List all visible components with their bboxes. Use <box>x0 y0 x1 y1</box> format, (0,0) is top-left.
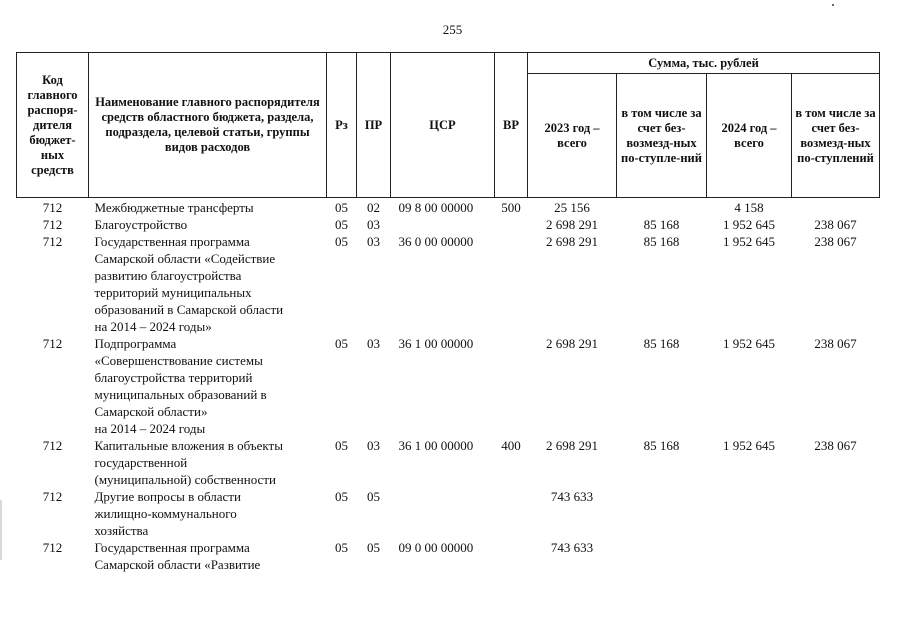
name-line: (муниципальной) собственности <box>94 472 276 487</box>
name-line: жилищно-коммунального <box>94 506 237 521</box>
cell-rz: 05 <box>335 217 348 232</box>
cell-2024-total <box>707 488 792 539</box>
cell-name <box>89 216 327 233</box>
header-rz: Рз <box>327 53 357 198</box>
cell-2023-total: 25 156 <box>554 200 590 215</box>
name-line: муниципальных образований в <box>94 387 267 402</box>
cell-csr: 09 0 00 00000 <box>398 540 474 555</box>
header-sum-group: Сумма, тыс. рублей <box>528 53 880 74</box>
scan-mark <box>832 4 834 6</box>
name-line: Государственная программа <box>94 540 250 555</box>
name-line: Государственная программа <box>94 234 250 249</box>
cell-csr: 09 8 00 00000 <box>398 200 474 215</box>
header-2023-gratuitous: в том числе за счет без-возмезд-ных по-ступле-ний <box>617 74 707 198</box>
name-line: благоустройства территорий <box>94 370 253 385</box>
cell-name <box>89 488 327 539</box>
cell-2024-total: 1 952 645 <box>723 234 775 249</box>
cell-2024-total: 1 952 645 <box>723 336 775 351</box>
table-row <box>17 539 880 573</box>
cell-vr <box>495 216 528 233</box>
cell-pr: 02 <box>367 200 380 215</box>
cell-pr: 05 <box>367 489 380 504</box>
table-body <box>17 198 880 574</box>
name-line: образований в Самарской области <box>94 302 284 317</box>
header-vr: ВР <box>495 53 528 198</box>
cell-2024-gratuitous: 238 067 <box>814 336 857 351</box>
cell-csr: 36 1 00 00000 <box>398 438 474 453</box>
cell-code: 712 <box>42 234 63 249</box>
cell-pr: 03 <box>367 438 380 453</box>
name-line: «Совершенствование системы <box>94 353 263 368</box>
cell-rz: 05 <box>335 336 348 351</box>
cell-2023-gratuitous: 85 168 <box>643 438 680 453</box>
name-line: развитию благоустройства <box>94 268 242 283</box>
cell-name <box>89 233 327 335</box>
cell-2023-total: 743 633 <box>550 489 594 504</box>
cell-pr: 05 <box>367 540 380 555</box>
cell-pr: 03 <box>367 336 380 351</box>
cell-2023-total: 2 698 291 <box>546 234 598 249</box>
cell-vr <box>495 488 528 539</box>
header-csr: ЦСР <box>391 53 495 198</box>
cell-code: 712 <box>42 336 63 351</box>
cell-pr: 03 <box>367 234 380 249</box>
cell-2024-total <box>707 539 792 573</box>
cell-vr: 500 <box>501 200 521 215</box>
cell-name <box>89 437 327 488</box>
cell-code: 712 <box>42 200 63 215</box>
cell-2023-gratuitous: 85 168 <box>643 234 680 249</box>
cell-vr: 400 <box>501 438 521 453</box>
name-line: Самарской области» <box>94 404 208 419</box>
cell-2024-total: 1 952 645 <box>723 438 775 453</box>
name-line: Подпрограмма <box>94 336 177 351</box>
cell-2024-total: 1 952 645 <box>723 217 775 232</box>
name-line: Благоустройство <box>94 217 188 232</box>
cell-name <box>89 335 327 437</box>
cell-2024-gratuitous: 238 067 <box>814 438 857 453</box>
cell-vr <box>495 539 528 573</box>
header-2024-gratuitous: в том числе за счет без-возмезд-ных по-ступлений <box>792 74 880 198</box>
cell-2024-gratuitous: 238 067 <box>814 217 857 232</box>
cell-2023-gratuitous: 85 168 <box>643 217 680 232</box>
cell-pr: 03 <box>367 217 380 232</box>
name-line: государственной <box>94 455 188 470</box>
budget-table <box>16 52 880 573</box>
cell-rz: 05 <box>335 200 348 215</box>
table-row <box>17 198 880 217</box>
cell-code: 712 <box>42 438 63 453</box>
cell-2023-total: 2 698 291 <box>546 336 598 351</box>
cell-code: 712 <box>42 217 63 232</box>
cell-2024-gratuitous <box>792 539 880 573</box>
cell-2023-gratuitous <box>617 539 707 573</box>
cell-2023-total: 2 698 291 <box>546 438 598 453</box>
header-name: Наименование главного распорядителя средств областного бюджета, раздела, подраздела, целевой статьи, группы видов расходов <box>89 53 327 198</box>
name-line: на 2014 – 2024 годы <box>94 421 206 436</box>
page-number: 255 <box>442 22 463 37</box>
cell-csr <box>391 488 495 539</box>
name-line: Капитальные вложения в объекты <box>94 438 283 453</box>
cell-vr <box>495 233 528 335</box>
cell-csr <box>391 216 495 233</box>
name-line: Межбюджетные трансферты <box>94 200 254 215</box>
cell-code: 712 <box>42 489 63 504</box>
name-line: территорий муниципальных <box>94 285 252 300</box>
name-line: Самарской области «Содействие <box>94 251 276 266</box>
header-2024-total: 2024 год – всего <box>707 74 792 198</box>
header-pr: ПР <box>357 53 391 198</box>
cell-name <box>89 198 327 217</box>
table-row <box>17 437 880 488</box>
cell-code: 712 <box>42 540 63 555</box>
header-code: Код главного распоря-дителя бюджет-ных средств <box>17 53 89 198</box>
cell-2023-gratuitous <box>617 198 707 217</box>
cell-rz: 05 <box>335 489 348 504</box>
header-2023-total: 2023 год – всего <box>528 74 617 198</box>
cell-name <box>89 539 327 573</box>
table-row <box>17 335 880 437</box>
cell-2024-gratuitous <box>792 488 880 539</box>
scan-mark <box>0 500 2 560</box>
cell-rz: 05 <box>335 438 348 453</box>
cell-2023-total: 2 698 291 <box>546 217 598 232</box>
cell-csr: 36 0 00 00000 <box>398 234 474 249</box>
table-row <box>17 216 880 233</box>
name-line: Другие вопросы в области <box>94 489 241 504</box>
cell-2023-gratuitous <box>617 488 707 539</box>
cell-2024-gratuitous: 238 067 <box>814 234 857 249</box>
cell-2023-gratuitous: 85 168 <box>643 336 680 351</box>
cell-csr: 36 1 00 00000 <box>398 336 474 351</box>
cell-vr <box>495 335 528 437</box>
cell-2024-gratuitous <box>792 198 880 217</box>
name-line: на 2014 – 2024 годы» <box>94 319 212 334</box>
cell-rz: 05 <box>335 540 348 555</box>
table-row <box>17 233 880 335</box>
cell-2024-total: 4 158 <box>734 200 764 215</box>
name-line: Самарской области «Развитие <box>94 557 261 572</box>
cell-2023-total: 743 633 <box>550 540 594 555</box>
cell-rz: 05 <box>335 234 348 249</box>
table-row <box>17 488 880 539</box>
name-line: хозяйства <box>94 523 149 538</box>
